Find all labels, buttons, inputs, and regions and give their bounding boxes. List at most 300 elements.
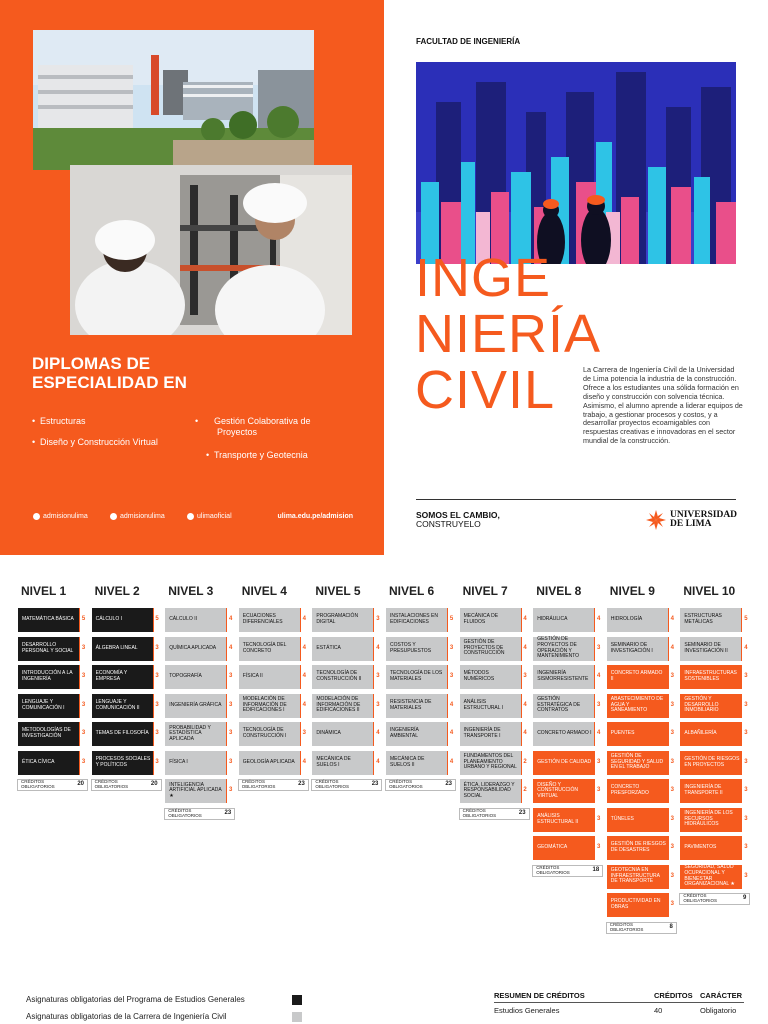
course-name: GESTIÓN DE CALIDAD (537, 758, 592, 765)
course-credits: 4 (521, 722, 529, 746)
course-cell (679, 864, 750, 890)
course-cell (459, 750, 530, 776)
course-credits: 3 (594, 779, 602, 803)
course-cell (91, 721, 162, 747)
course-name: MODELACIÓN DE INFORMACIÓN DE EDIFICACIONES I (242, 696, 287, 714)
instagram-handle: admisionulima (120, 513, 165, 520)
course-cell (459, 778, 530, 804)
course-credits: 3 (668, 694, 676, 718)
course-cell (91, 664, 162, 690)
course-name: PRODUCTIVIDAD EN OBRAS (610, 898, 661, 910)
course-cell (311, 721, 382, 747)
course-cell (17, 636, 88, 662)
course-credits: 2 (521, 779, 529, 803)
course-cell (164, 778, 235, 804)
diploma-item: • Estructuras (32, 416, 86, 426)
course-name: PROCESOS SOCIALES Y POLÍTICOS (95, 755, 151, 768)
course-name: GESTIÓN Y DESARROLLO INMOBILIARIO (684, 696, 719, 714)
course-credits: 3 (741, 836, 749, 860)
course-name: CÁLCULO II (169, 616, 197, 623)
course-cell (606, 892, 677, 918)
course-credits: 3 (668, 893, 676, 917)
course-cell (679, 721, 750, 747)
level-total-label: CRÉDITOS OBLIGATORIOS (683, 893, 717, 903)
course-credits: 4 (300, 637, 308, 661)
diplomas-title-line2: ESPECIALIDAD EN (32, 373, 187, 392)
level-heading: NIVEL 3 (168, 584, 214, 598)
level-heading: NIVEL 10 (683, 584, 736, 598)
course-credits: 3 (79, 751, 87, 775)
course-credits: 4 (300, 608, 308, 632)
course-credits: 3 (741, 751, 749, 775)
twitter-icon (187, 513, 194, 520)
course-cell (606, 636, 677, 662)
course-cell (164, 636, 235, 662)
course-cell (164, 721, 235, 747)
course-cell (164, 664, 235, 690)
course-cell (91, 636, 162, 662)
course-name: INFRAESTRUCTURAS SOSTENIBLES (684, 670, 737, 682)
course-credits: 3 (226, 751, 234, 775)
level-heading: NIVEL 9 (609, 584, 655, 598)
level-total-label: CRÉDITOS OBLIGATORIOS (168, 807, 202, 818)
summary-col-credits: CRÉDITOS (654, 991, 693, 1000)
course-cell (459, 636, 530, 662)
level-total (164, 808, 235, 820)
course-name: SEMINARIO DE INVESTIGACIÓN II (684, 641, 728, 654)
course-cell (532, 693, 603, 719)
course-cell (532, 664, 603, 690)
course-credits: 4 (521, 637, 529, 661)
course-cell (532, 721, 603, 747)
course-credits: 3 (153, 637, 161, 661)
course-name: PAVIMENTOS (684, 844, 717, 851)
diplomas-title-line1: DIPLOMAS DE (32, 354, 151, 373)
course-cell (164, 607, 235, 633)
level-heading: NIVEL 2 (94, 584, 140, 598)
level-total-value: 8 (669, 923, 673, 930)
course-name: METODOLOGÍAS DE INVESTIGACIÓN (22, 727, 71, 739)
course-cell (679, 664, 750, 690)
legend-career: Asignaturas obligatorias de la Carrera de Ingeniería Civil (26, 1012, 227, 1021)
course-credits: 3 (668, 722, 676, 746)
course-credits: 3 (594, 694, 602, 718)
level-total-label: CRÉDITOS OBLIGATORIOS (241, 779, 276, 789)
level-total-value: 23 (445, 781, 452, 787)
course-credits: 3 (668, 665, 676, 689)
course-cell (91, 750, 162, 776)
course-name: SEMINARIO DE INVESTIGACIÓN I (610, 641, 653, 654)
course-name: MODELACIÓN DE INFORMACIÓN DE EDIFICACIONES II (316, 696, 361, 714)
legend-swatch-gray (292, 1012, 302, 1022)
course-credits: 5 (79, 608, 87, 632)
course-name: ESTRUCTURAS METÁLICAS (684, 613, 722, 625)
course-name: INGENIERÍA DE LOS RECURSOS HIDRÁULICOS (684, 810, 733, 828)
course-cell (311, 750, 382, 776)
course-cell (606, 835, 677, 861)
course-credits: 3 (741, 694, 749, 718)
course-name: MECÁNICA DE SUELOS II (390, 755, 425, 768)
divider (416, 499, 736, 500)
program-title-line3: CIVIL (415, 360, 556, 420)
course-credits: 4 (741, 637, 749, 661)
web-link[interactable]: ulima.edu.pe/admision (277, 513, 353, 520)
course-cell (385, 607, 456, 633)
twitter-link[interactable] (187, 513, 232, 520)
course-cell (17, 607, 88, 633)
course-credits: 3 (594, 836, 602, 860)
course-credits: 3 (153, 665, 161, 689)
course-name: INTRODUCCIÓN A LA INGENIERÍA (22, 670, 73, 682)
level-total-value: 23 (298, 781, 305, 787)
summary-row-type: Obligatorio (700, 1006, 737, 1015)
course-name: GESTIÓN DE PROYECTOS DE OPERACIÓN Y MANTENIMIENTO (537, 636, 580, 660)
course-credits: 3 (668, 836, 676, 860)
course-credits: 3 (153, 751, 161, 775)
course-name: TECNOLOGÍA DE CONSTRUCCIÓN II (316, 670, 362, 682)
course-cell (532, 835, 603, 861)
course-cell (385, 664, 456, 690)
course-name: DISEÑO Y CONSTRUCCIÓN VIRTUAL (537, 781, 579, 799)
course-credits: 3 (300, 722, 308, 746)
course-cell (238, 636, 309, 662)
course-name: ECONOMÍA Y EMPRESA (95, 670, 128, 682)
summary-col-type: CARÁCTER (700, 991, 743, 1000)
course-credits: 4 (373, 722, 381, 746)
course-name: INGENIERÍA GRÁFICA (169, 701, 222, 708)
level-heading: NIVEL 5 (315, 584, 361, 598)
course-name: CONCRETO PRESFORZADO (610, 784, 649, 796)
program-title (415, 250, 601, 418)
course-credits: 3 (741, 865, 749, 889)
course-credits: 4 (300, 665, 308, 689)
course-credits: 4 (226, 608, 234, 632)
course-name: DESARROLLO PERSONAL Y SOCIAL (22, 641, 74, 654)
course-cell (532, 636, 603, 662)
course-credits: 3 (373, 665, 381, 689)
course-name: PROBABILIDAD Y ESTADÍSTICA APLICADA (169, 724, 211, 742)
course-credits: 3 (226, 694, 234, 718)
level-total-value: 20 (77, 781, 84, 787)
course-credits: 3 (741, 808, 749, 832)
course-credits: 3 (594, 751, 602, 775)
course-credits: 3 (668, 808, 676, 832)
course-name: TEMAS DE FILOSOFÍA (95, 730, 149, 737)
course-name: ANÁLISIS ESTRUCTURAL II (537, 812, 579, 825)
campus-photo (33, 30, 314, 170)
level-total-label: CRÉDITOS OBLIGATORIOS (389, 779, 423, 789)
course-name: ANÁLISIS ESTRUCTURAL I (463, 698, 504, 711)
level-total (311, 779, 382, 791)
logo-line1: UNIVERSIDAD (670, 510, 738, 520)
course-name: TECNOLOGÍA DEL CONCRETO (242, 641, 287, 654)
course-credits: 3 (226, 722, 234, 746)
instagram-icon (110, 513, 117, 520)
course-cell (17, 721, 88, 747)
course-name: CONCRETO ARMADO I (537, 730, 592, 737)
course-cell (17, 664, 88, 690)
level-total (91, 779, 162, 791)
course-credits: 4 (521, 694, 529, 718)
level-total-value: 23 (371, 781, 379, 787)
ulima-emblem-icon (646, 510, 666, 530)
program-intro: La Carrera de Ingeniería Civil de la Universidad de Lima potencia la industria de la construcción. Ofrece a los estudiantes una sólida formación en diseño y construcción con solvencia técnica. Asimismo, el alumno aprende a liderar equipos de trabajo, a gestionar procesos y costos, y a desarrollar proyectos ecoamigables con respuestas creativas e innovadoras en el sector mundial de la construcción. (583, 365, 743, 446)
course-cell (606, 607, 677, 633)
course-name: ABASTECIMIENTO DE AGUA Y SANEAMIENTO (610, 696, 664, 714)
summary-row-credits: 40 (654, 1006, 663, 1015)
course-cell (311, 693, 382, 719)
course-cell (606, 721, 677, 747)
course-name: PROGRAMACIÓN DIGITAL (316, 613, 359, 625)
course-credits: 4 (521, 608, 529, 632)
level-total-value: 20 (150, 781, 158, 787)
course-name: ECUACIONES DIFERENCIALES (242, 613, 283, 625)
level-heading: NIVEL 7 (462, 584, 508, 598)
course-cell (532, 607, 603, 633)
course-cell (459, 721, 530, 747)
course-name: MECÁNICA DE SUELOS I (316, 755, 351, 768)
level-total (459, 808, 530, 820)
slogan-line2: CONSTRUYELO (416, 519, 481, 529)
course-cell (385, 721, 456, 747)
diploma-label: Transporte y Geotecnia (214, 450, 308, 460)
course-credits: 5 (153, 608, 161, 632)
course-credits: 4 (447, 694, 455, 718)
course-credits: 3 (153, 694, 161, 718)
course-credits: 3 (668, 865, 676, 889)
level-total-label: CRÉDITOS OBLIGATORIOS (462, 807, 497, 818)
course-name: GEOTECNIA EN INFRAESTRUCTURA DE TRANSPORTE (610, 867, 660, 885)
course-cell (532, 778, 603, 804)
social-row (33, 513, 353, 525)
course-credits: 3 (79, 694, 87, 718)
summary-row-name: Estudios Generales (494, 1006, 560, 1015)
course-name: MECÁNICA DE FLUIDOS (463, 613, 499, 625)
engineers-photo (70, 165, 352, 335)
city-illustration (416, 62, 736, 264)
course-name: GESTIÓN ESTRATÉGICA DE CONTRATOS (537, 696, 581, 714)
course-name: GEOLOGÍA APLICADA (242, 758, 295, 765)
faculty-label: FACULTAD DE INGENIERÍA (416, 37, 521, 46)
program-title-line1: INGE (415, 248, 552, 308)
course-credits: 3 (447, 637, 455, 661)
course-credits: 3 (741, 665, 749, 689)
logo-line2: DE LIMA (670, 519, 712, 529)
level-heading: NIVEL 1 (21, 584, 67, 598)
course-name: FÍSICA II (242, 673, 263, 680)
level-total-label: CRÉDITOS OBLIGATORIOS (609, 921, 644, 932)
level-total-value: 18 (592, 866, 600, 873)
course-credits: 4 (594, 665, 602, 689)
course-credits: 4 (594, 608, 602, 632)
course-name: MATEMÁTICA BÁSICA (22, 616, 74, 623)
summary-title: RESUMEN DE CRÉDITOS (494, 991, 585, 1000)
level-total (238, 779, 309, 791)
course-cell (385, 693, 456, 719)
course-credits: 3 (447, 665, 455, 689)
course-name: TECNOLOGÍA DE CONSTRUCCIÓN I (242, 727, 287, 739)
diploma-item: • Gestión Colaborativa de Proyectos (195, 416, 311, 437)
course-credits: 4 (668, 608, 676, 632)
level-total-value: 9 (743, 895, 747, 901)
course-cell (311, 607, 382, 633)
course-name: ÁLGEBRA LINEAL (95, 644, 138, 651)
course-cell (238, 750, 309, 776)
course-cell (311, 636, 382, 662)
course-credits: 4 (594, 722, 602, 746)
course-credits: 3 (594, 808, 602, 832)
course-cell (385, 750, 456, 776)
level-total (532, 865, 603, 877)
course-name: GEOMÁTICA (537, 844, 568, 851)
course-name: GESTIÓN DE SEGURIDAD Y SALUD EN EL TRABAJO (610, 753, 664, 771)
course-cell (459, 607, 530, 633)
level-total-label: CRÉDITOS OBLIGATORIOS (536, 864, 570, 875)
course-name: LENGUAJE Y COMUNICACIÓN I (22, 698, 65, 711)
university-logo (646, 510, 737, 530)
course-cell (238, 721, 309, 747)
level-total (17, 779, 88, 791)
course-credits: 4 (300, 751, 308, 775)
course-cell (532, 807, 603, 833)
diplomas-title (32, 354, 352, 392)
course-name: ALBAÑILERÍA (684, 730, 717, 737)
course-name: ESTÁTICA (316, 644, 341, 651)
course-name: PUENTES (610, 730, 635, 737)
course-name: INGENIERÍA AMBIENTAL (390, 727, 419, 739)
level-total (385, 779, 456, 791)
course-name: CÁLCULO I (95, 616, 122, 623)
course-cell (17, 750, 88, 776)
course-credits: 4 (447, 722, 455, 746)
course-cell (679, 750, 750, 776)
course-name: INTELIGENCIA ARTIFICIAL APLICADA ★ (169, 781, 222, 799)
course-name: CONCRETO ARMADO II (610, 670, 663, 682)
course-cell (532, 750, 603, 776)
level-total-label: CRÉDITOS OBLIGATORIOS (94, 779, 129, 789)
course-credits: 3 (741, 722, 749, 746)
level-total-value: 23 (518, 809, 526, 816)
diploma-item: • Diseño y Construcción Virtual (32, 437, 158, 447)
slogan-line1: SOMOS EL CAMBIO, (416, 510, 500, 520)
course-credits: 3 (79, 722, 87, 746)
course-cell (311, 664, 382, 690)
course-credits: 3 (521, 665, 529, 689)
diplomas-panel (0, 0, 384, 555)
course-name: HIDRÁULICA (537, 616, 568, 623)
diploma-label: Estructuras (40, 416, 86, 426)
diploma-item: • Transporte y Geotecnia (206, 450, 308, 460)
level-total-label: CRÉDITOS OBLIGATORIOS (315, 779, 349, 789)
course-name: DINÁMICA (316, 730, 341, 737)
course-cell (238, 664, 309, 690)
course-name: INGENIERÍA DE TRANSPORTE II (684, 784, 723, 796)
course-cell (606, 750, 677, 776)
course-cell (679, 807, 750, 833)
diploma-label: Gestión Colaborativa de Proyectos (214, 416, 311, 437)
course-name: GESTIÓN DE RIESGOS DE DESASTRES (610, 841, 666, 853)
course-credits: 3 (226, 665, 234, 689)
course-cell (606, 864, 677, 890)
course-credits: 3 (373, 608, 381, 632)
course-credits: 3 (373, 694, 381, 718)
course-credits: 3 (226, 779, 234, 803)
course-name: LENGUAJE Y COMUNICACIÓN II (95, 698, 140, 711)
course-name: GESTIÓN DE PROYECTOS DE CONSTRUCCIÓN (463, 639, 505, 657)
twitter-handle: ulimaoficial (197, 513, 232, 520)
course-name: HIDROLOGÍA (610, 616, 643, 623)
course-credits: 4 (373, 637, 381, 661)
course-cell (238, 693, 309, 719)
course-name: RESISTENCIA DE MATERIALES (390, 698, 432, 711)
course-cell (459, 693, 530, 719)
course-cell (679, 607, 750, 633)
course-name: FUNDAMENTOS DEL PLANEAMIENTO URBANO Y REGIONAL (463, 753, 517, 771)
course-name: ÉTICA, LIDERAZGO Y RESPONSABILIDAD SOCIAL (463, 781, 515, 799)
level-total (679, 893, 750, 905)
facebook-icon (33, 513, 40, 520)
course-name: INGENIERÍA DE TRANSPORTE I (463, 727, 501, 739)
course-cell (679, 835, 750, 861)
legend-swatch-black (292, 995, 302, 1005)
course-credits: 2 (521, 751, 529, 775)
level-heading: NIVEL 4 (241, 584, 287, 598)
course-name: TÚNELES (610, 815, 634, 822)
course-cell (17, 693, 88, 719)
course-credits: 3 (594, 637, 602, 661)
course-cell (679, 778, 750, 804)
course-credits: 4 (226, 637, 234, 661)
course-cell (606, 807, 677, 833)
course-name: INSTALACIONES EN EDIFICACIONES (390, 613, 438, 625)
course-name: TOPOGRAFÍA (169, 673, 202, 680)
course-cell (164, 693, 235, 719)
course-cell (459, 664, 530, 690)
course-cell (385, 636, 456, 662)
course-cell (606, 693, 677, 719)
course-cell (679, 636, 750, 662)
course-name: FÍSICA I (169, 758, 188, 765)
course-credits: 4 (668, 637, 676, 661)
level-total-label: CRÉDITOS OBLIGATORIOS (21, 779, 55, 789)
course-credits: 5 (447, 608, 455, 632)
course-cell (238, 607, 309, 633)
course-cell (606, 778, 677, 804)
facebook-handle: admisionulima (43, 513, 88, 520)
course-cell (164, 750, 235, 776)
course-credits: 5 (741, 608, 749, 632)
course-credits: 4 (447, 751, 455, 775)
course-name: GESTIÓN DE RIESGOS EN PROYECTOS (684, 755, 740, 768)
course-credits: 4 (300, 694, 308, 718)
program-title-line2: NIERÍA (415, 304, 602, 364)
level-total-value: 23 (224, 809, 232, 816)
course-cell (679, 693, 750, 719)
instagram-link[interactable] (110, 513, 165, 520)
course-name: ÉTICA CÍVICA (22, 758, 55, 765)
level-total (606, 922, 677, 934)
course-cell (91, 693, 162, 719)
course-name: COSTOS Y PRESUPUESTOS (390, 641, 432, 654)
course-name: INGENIERÍA SISMORRESISTENTE (537, 670, 589, 682)
course-name: SEGURIDAD, SALUD OCUPACIONAL Y BIENESTAR ORGANIZACIONAL ★ (684, 864, 735, 888)
course-credits: 3 (79, 637, 87, 661)
facebook-link[interactable] (33, 513, 88, 520)
course-credits: 3 (79, 665, 87, 689)
course-name: MÉTODOS NUMÉRICOS (463, 670, 495, 682)
course-credits: 3 (153, 722, 161, 746)
diploma-label: Diseño y Construcción Virtual (40, 437, 158, 447)
